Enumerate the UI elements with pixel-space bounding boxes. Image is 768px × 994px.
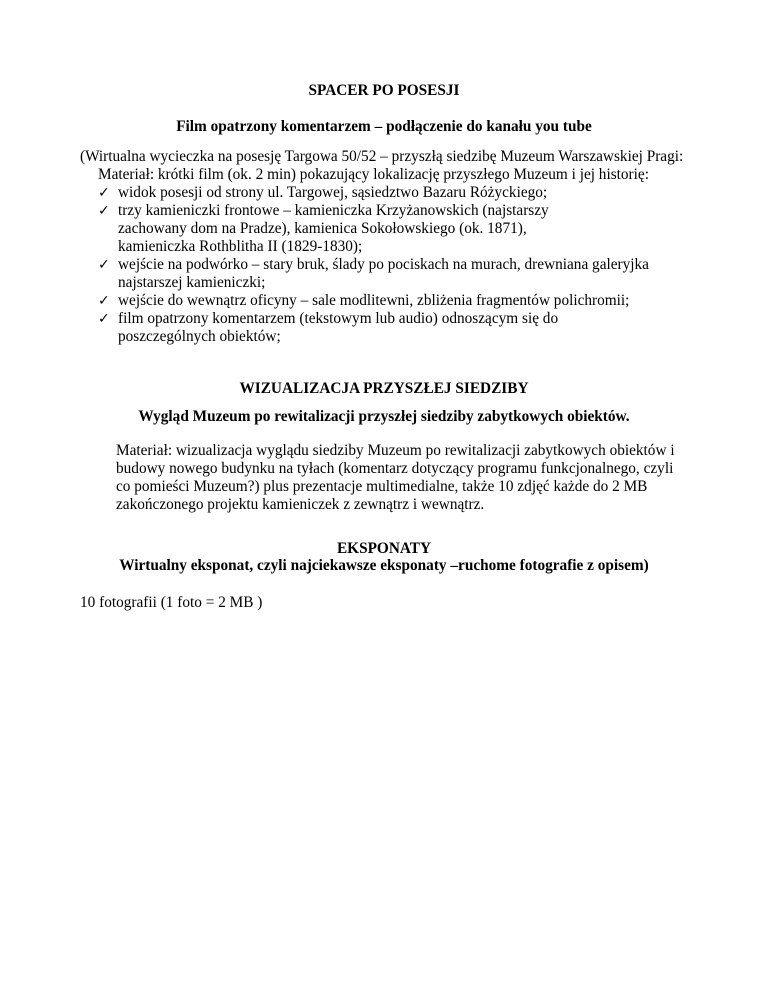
list-item-text: trzy kamieniczki frontowe – kamieniczka Krzyżanowskich (najstarszy zachowany dom na Pradze), kamienica Sokołowskiego (ok. 1871), kamieniczka Rothblitha II (1829-1830); (118, 202, 549, 255)
checkmark-icon: ✓ (98, 185, 110, 201)
list-item-text: film opatrzony komentarzem (tekstowym lub audio) odnoszącym się do poszczególnych obiektów; (118, 310, 559, 345)
photo-note: 10 fotografii (1 foto = 2 MB ) (80, 594, 263, 611)
list-item-text: wejście do wewnątrz oficyny – sale modlitewni, zbliżenia fragmentów polichromii; (118, 292, 630, 309)
material-paragraph: Materiał: krótki film (ok. 2 min) pokazujący lokalizację przyszłego Muzeum i jej historię: (98, 166, 649, 183)
checkmark-icon: ✓ (98, 203, 110, 219)
list-item-text: widok posesji od strony ul. Targowej, sąsiedztwo Bazaru Różyckiego; (118, 184, 548, 201)
section-title-spacer: SPACER PO POSESJI (308, 82, 460, 99)
checkmark-icon: ✓ (98, 257, 110, 273)
list-item (98, 202, 598, 256)
material-paragraph-visualization: Materiał: wizualizacja wyglądu siedziby Muzeum po rewitalizacji zabytkowych obiektów i budowy nowego budynku na tyłach (komentarz dotyczący programu funkcjonalnego, czyli co pomieści Muzeum?) plus prezentacje multimedialne, także 10 zdjęć każde do 2 MB zakończonego projektu kamieniczek z zewnątrz i wewnątrz. (116, 442, 675, 513)
section-subtitle-film: Film opatrzony komentarzem – podłączenie do kanału you tube (176, 118, 592, 135)
list-item-text: wejście na podwórko – stary bruk, ślady po pociskach na murach, drewniana galeryjka najstarszej kamieniczki; (118, 256, 649, 291)
section-title-eksponaty: EKSPONATY (336, 540, 432, 557)
section-subtitle-eksponat: Wirtualny eksponat, czyli najciekawsze eksponaty –ruchome fotografie z opisem) (119, 557, 649, 574)
intro-paragraph: (Wirtualna wycieczka na posesję Targowa 50/52 – przyszłą siedzibę Muzeum Warszawskiej Pragi: (80, 148, 684, 165)
checkmark-icon: ✓ (98, 293, 110, 309)
list-item (98, 256, 698, 292)
checklist (98, 184, 698, 346)
checkmark-icon: ✓ (98, 311, 110, 327)
section-subtitle-wyglad: Wygląd Muzeum po rewitalizacji przyszłej siedziby zabytkowych obiektów. (138, 408, 630, 425)
list-item (98, 310, 578, 346)
section-title-wizualizacja: WIZUALIZACJA PRZYSZŁEJ SIEDZIBY (239, 380, 529, 397)
list-item (98, 184, 698, 202)
list-item (98, 292, 698, 310)
